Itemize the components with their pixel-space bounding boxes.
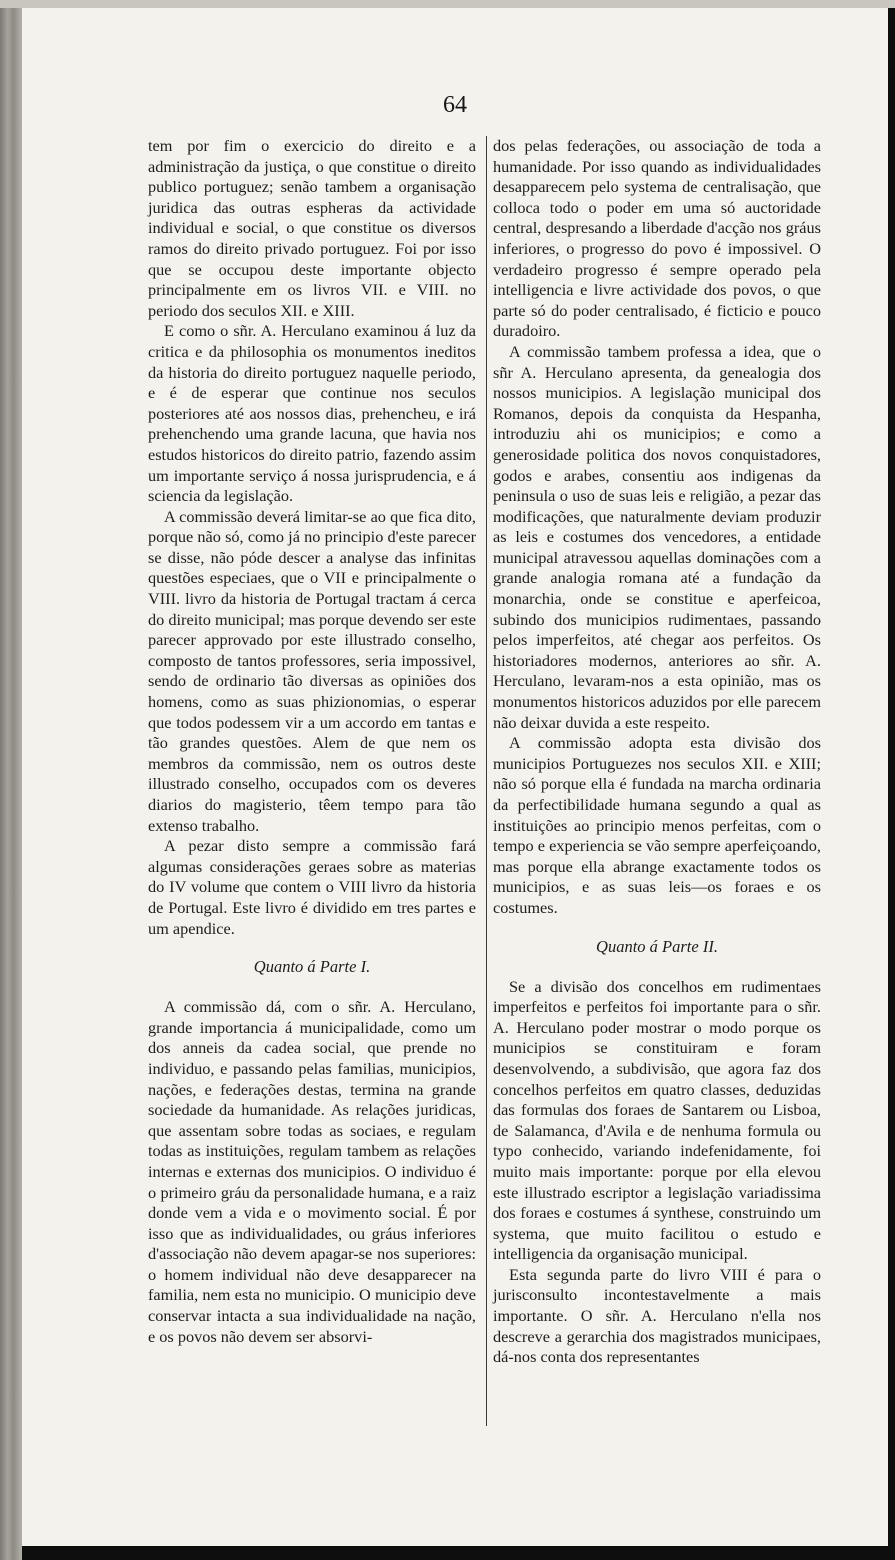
column-divider <box>486 136 487 1426</box>
book-spine-edge <box>0 8 22 1560</box>
left-paragraph-5: A commissão dá, com o sñr. A. Herculano, grande importancia á municipalidade, como um dos anneis da cadea social, que prende no individuo, e passando pelas familias, municipios, nações, e federações destas, termina na grande sociedade da humanidade. As relações juridicas, que assentam sobre todas as sociaes, e regulam todas as instituições, regulam tambem as relações internas e externas dos municipios. O individuo é o primeiro gráu da personalidade humana, e a raiz donde vem a vida e o movimento social. É por isso que as individualidades, ou gráus inferiores d'associação não devem apagar-se nos superiores: o homem individual não deve desapparecer na familia, nem esta no municipio. O municipio deve conservar intacta a sua individualidade na nação, e os povos não devem ser absorvi- <box>148 997 476 1346</box>
right-paragraph-2: A commissão tambem professa a idea, que o sñr A. Herculano apresenta, da genealogia dos nossos municipios. A legislação municipal dos Romanos, depois da conquista da Hespanha, introduziu ahi os municipios; e como a generosidade politica dos novos conquistadores, godos e arabes, consentiu aos indigenas da peninsula o uso de suas leis e religião, a pezar das modificações, que naturalmente deviam produzir as leis e costumes dos vencedores, a entidade municipal atravessou aquellas dominações com a grande analogia romana até a fundação da monarchia, onde se constitue e aperfeicoa, subindo dos municipios rudimentaes, passando pelos imperfeitos, até chegar aos perfeitos. Os historiadores modernos, anteriores ao sñr. A. Herculano, levaram-nos a esta opinião, mas os monumentos historicos aduzidos por elle parecem não deixar duvida a este respeito. <box>493 341 821 732</box>
left-paragraph-1: tem por fim o exercicio do direito e a administração da justiça, o que constitue o direito publico portuguez; senão tambem a organisação juridica das outras espheras da actividade individual e social, o que constitue os diversos ramos do direito privado portuguez. Foi por isso que se occupou deste importante objecto principalmente em os livros VII. e VIII. no periodo dos seculos XII. e XIII. <box>148 136 476 320</box>
right-paragraph-1: dos pelas federações, ou associação de toda a humanidade. Por isso quando as individualidades desapparecem pelo systema de centralisação, que colloca todo o poder em uma só auctoridade central, despresando a liberdade d'acção nos gráus inferiores, o progresso do povo é impossivel. O verdadeiro progresso é sempre operado pela intelligencia e livre actividade dos povos, o que parte só do poder centralisado, é ficticio e pouco duradoiro. <box>493 136 821 341</box>
section-heading-part-2: Quanto á Parte II. <box>596 936 718 956</box>
left-column <box>148 136 476 1347</box>
left-paragraph-4: A pezar disto sempre a commissão fará algumas considerações geraes sobre as materias do IV volume que contem o VIII livro da historia de Portugal. Este livro é dividido em tres partes e um apendice. <box>148 836 476 938</box>
right-paragraph-4: Se a divisão dos concelhos em rudimentaes imperfeitos e perfeitos foi importante para o sñr. A. Herculano poder mostrar o modo porque os municipios se constituiram e foram desenvolvendo, a subdivisão, que agora faz dos concelhos perfeitos em quatro classes, deduzidas das formulas dos foraes de Santarem ou Lisboa, de Salamanca, d'Avila e de nenhuma formula ou typo conhecido, variando indefenidamente, foi muito mais importante: porque por ella elevou este illustrado escriptor a legislação variadissima dos foraes e costumes á synthese, construindo um systema, que muito facilitou o estudo e intelligencia da organisação municipal. <box>493 976 821 1264</box>
book-top-edge <box>0 0 895 8</box>
right-column <box>493 136 821 1368</box>
left-paragraph-2: E como o sñr. A. Herculano examinou á luz da critica e da philosophia os monumentos ineditos da historia do direito portuguez naquelle periodo, e é de esperar que continue nos seculos posteriores até aos nossos dias, prehencheu, e irá prehenchendo uma grande lacuna, que havia nos estudos historicos do direito patrio, fazendo assim um importante serviço á nossa jurisprudencia, e á sciencia da legislação. <box>148 321 476 506</box>
book-page <box>22 8 888 1546</box>
page-number: 64 <box>443 92 467 118</box>
section-heading-part-1: Quanto á Parte I. <box>253 957 371 977</box>
right-paragraph-3: A commissão adopta esta divisão dos municipios Portuguezes nos seculos XII. e XIII; não só porque ella é fundada na marcha ordinaria da perfectibilidade humana segundo a qual as instituições ao principio menos perfeitas, com o tempo e experiencia se vão sempre aperfeiçoando, mas porque ella abrange exactamente todos os municipios, e as suas leis—os foraes e os costumes. <box>493 733 821 917</box>
left-paragraph-3: A commissão deverá limitar-se ao que fica dito, porque não só, como já no principio d'este parecer se disse, não póde descer a analyse das infinitas questões especiaes, que o VII e principalmente o VIII. livro da historia de Portugal tractam á cerca do direito municipal; mas porque devendo ser este parecer approvado por este illustrado conselho, composto de tantos professores, seria impossivel, sendo de ordinario tão diversas as opiniões dos homens, como as suas phizionomias, o esperar que todos podessem vir a um accordo em tantas e tão grandes questões. Alem de que nem os membros da commissão, nem os outros deste illustrado conselho, occupados com os deveres diarios do magisterio, têem tempo para tão extenso trabalho. <box>148 506 476 835</box>
right-paragraph-5: Esta segunda parte do livro VIII é para o jurisconsulto incontestavelmente a mais importante. O sñr. A. Herculano n'ella nos descreve a gerarchia dos magistrados municipaes, dá-nos conta dos representantes <box>493 1264 821 1367</box>
